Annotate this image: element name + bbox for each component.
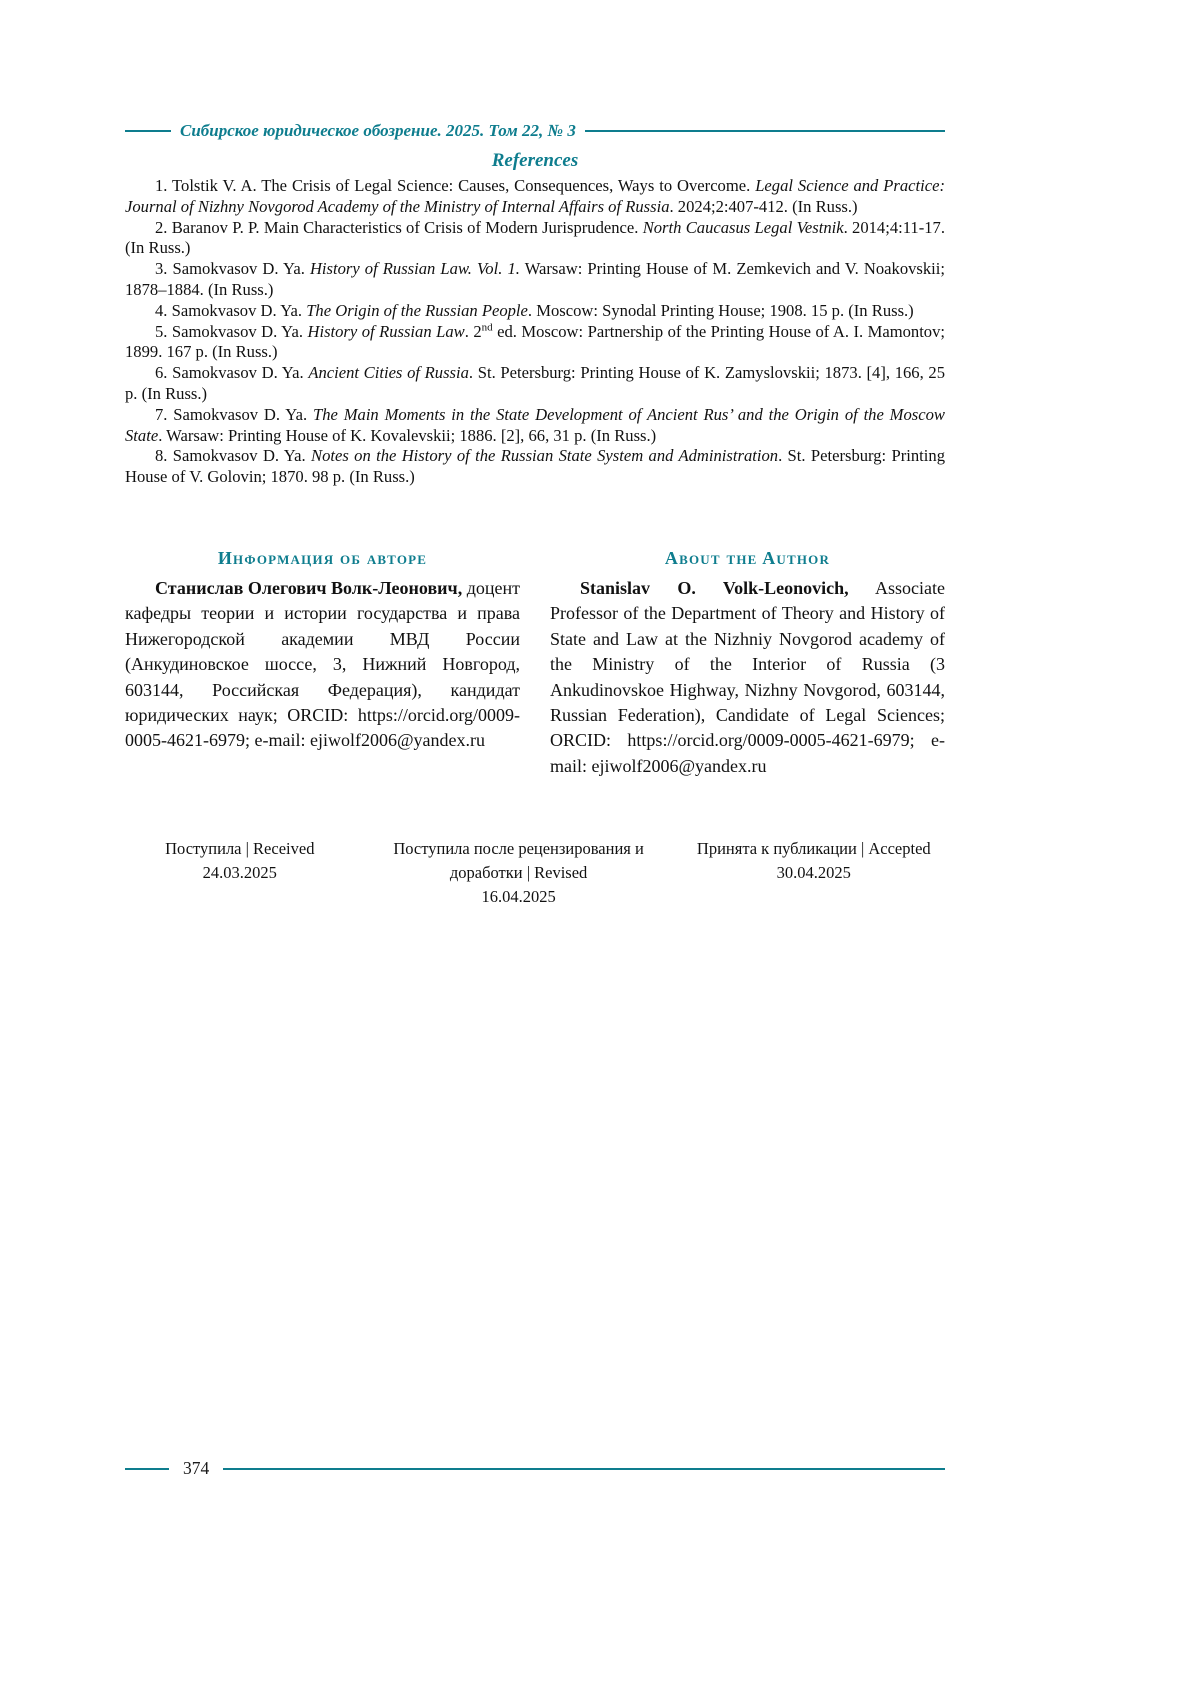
date-value-revised: 16.04.2025 bbox=[481, 887, 556, 907]
author-bio-en bbox=[550, 576, 945, 779]
ordinal-suffix: nd bbox=[481, 321, 493, 334]
reference-item-1 bbox=[125, 176, 945, 218]
text-run: 1. Tolstik V. A. The Crisis of Legal Science: Causes, Consequences, Ways to Overcome. bbox=[155, 176, 756, 195]
text-run: . 2014;4:11-17. (In Russ.) bbox=[125, 217, 945, 258]
header-rule-right bbox=[585, 130, 945, 132]
text-run: . 2 bbox=[464, 321, 482, 341]
date-cell-accepted bbox=[683, 837, 945, 909]
italic-title: History of Russian Law. Vol. 1. bbox=[309, 259, 520, 279]
text-run: 6. Samokvasov D. Ya. bbox=[155, 363, 309, 383]
italic-title: Legal Science and Practice: Journal of Nizhny Novgorod Academy of the Ministry of Internal Affairs of Russia bbox=[125, 176, 945, 216]
author-info-column-en bbox=[550, 548, 945, 779]
footer-rule-right bbox=[223, 1468, 945, 1470]
footer-rule-left bbox=[125, 1468, 169, 1470]
text-run: . St. Petersburg: Printing House of V. Golovin; 1870. 98 p. (In Russ.) bbox=[125, 446, 945, 487]
text-run: . St. Petersburg: Printing House of K. Zamyslovskii; 1873. [4], 166, 25 p. (In Russ.) bbox=[125, 363, 945, 403]
italic-title: The Main Moments in the State Development of Ancient Rus’ and the Origin of the Moscow State bbox=[125, 404, 945, 445]
author-info-heading-ru: Информация об авторе bbox=[217, 547, 428, 568]
author-info-heading-en: About the Author bbox=[664, 547, 831, 568]
reference-item-2 bbox=[125, 218, 945, 260]
page-content bbox=[125, 0, 945, 909]
reference-item-6 bbox=[125, 363, 945, 405]
running-head bbox=[125, 121, 945, 141]
header-rule-left bbox=[125, 130, 171, 132]
text-run: 2. Baranov P. P. Main Characteristics of Crisis of Modern Jurisprudence. bbox=[155, 217, 643, 237]
text-run: . Warsaw: Printing House of K. Kovalevskii; 1886. [2], 66, 31 p. (In Russ.) bbox=[158, 425, 657, 445]
references-list bbox=[125, 176, 945, 488]
italic-title: The Origin of the Russian People bbox=[306, 300, 528, 320]
italic-title: Ancient Cities of Russia bbox=[308, 363, 469, 383]
date-label-received: Поступила | Received bbox=[165, 839, 315, 859]
author-name: Stanislav O. Volk-Leonovich, bbox=[580, 577, 849, 598]
page-footer bbox=[125, 1458, 945, 1479]
page-number: 374 bbox=[183, 1458, 210, 1478]
author-info-section bbox=[125, 548, 945, 779]
italic-title: North Caucasus Legal Vestnik bbox=[642, 217, 844, 237]
date-value-accepted: 30.04.2025 bbox=[776, 863, 851, 883]
author-info-column-ru bbox=[125, 548, 520, 779]
text-run: . 2024;2:407-412. (In Russ.) bbox=[669, 196, 858, 216]
reference-item-8 bbox=[125, 446, 945, 488]
reference-item-5 bbox=[125, 322, 945, 364]
author-bio-ru bbox=[125, 576, 520, 754]
date-label-revised: Поступила после рецензирования и доработки | Revised bbox=[393, 839, 644, 883]
submission-dates bbox=[125, 837, 945, 909]
text-run: 5. Samokvasov D. Ya. bbox=[155, 321, 308, 341]
reference-item-3 bbox=[125, 259, 945, 301]
text-run: 7. Samokvasov D. Ya. bbox=[155, 404, 313, 424]
reference-item-7 bbox=[125, 405, 945, 447]
date-label-accepted: Принята к публикации | Accepted bbox=[696, 839, 931, 859]
text-run: Warsaw: Printing House of M. Zemkevich and V. Noakovskii; 1878–1884. (In Russ.) bbox=[125, 259, 945, 299]
text-run: . Moscow: Synodal Printing House; 1908. 15 p. (In Russ.) bbox=[527, 300, 914, 320]
italic-title: History of Russian Law bbox=[307, 321, 465, 341]
text-run: 4. Samokvasov D. Ya. bbox=[155, 300, 307, 320]
italic-title: Notes on the History of the Russian State System and Administration bbox=[311, 446, 779, 466]
text-run: 3. Samokvasov D. Ya. bbox=[155, 259, 310, 279]
author-name: Станислав Олегович Волк-Леонович, bbox=[155, 577, 463, 598]
text-run: ed. Moscow: Partnership of the Printing House of A. I. Mamontov; 1899. 167 p. (In Russ.) bbox=[125, 321, 946, 362]
date-value-received: 24.03.2025 bbox=[202, 863, 277, 883]
reference-item-4 bbox=[125, 301, 945, 322]
text-run: 8. Samokvasov D. Ya. bbox=[155, 446, 311, 466]
text-run: доцент кафедры теории и истории государства и права Нижегородской академии МВД России (Анкудиновское шоссе, 3, Нижний Новгород, 603144, Российская Федерация), кандидат юридических наук; ORCID: https://orcid.org/0009-0005-4621-6979; e-mail: ejiwolf2006@yandex.ru bbox=[125, 577, 520, 751]
text-run: Associate Professor of the Department of Theory and History of State and Law at the Nizhniy Novgorod academy of the Ministry of the Interior of Russia (3 Ankudinovskoe Highway, Nizhny Novgorod, 603144, Russian Federation), Candidate of Legal Sciences; ORCID: https://orcid.org/0009-0005-4621-6979; e-mail: ejiwolf2006@yandex.ru bbox=[550, 577, 945, 776]
date-cell-revised bbox=[355, 837, 683, 909]
date-cell-received bbox=[125, 837, 355, 909]
journal-title: Сибирское юридическое обозрение. 2025. Том 22, № 3 bbox=[180, 121, 576, 140]
references-title: References bbox=[491, 150, 579, 171]
